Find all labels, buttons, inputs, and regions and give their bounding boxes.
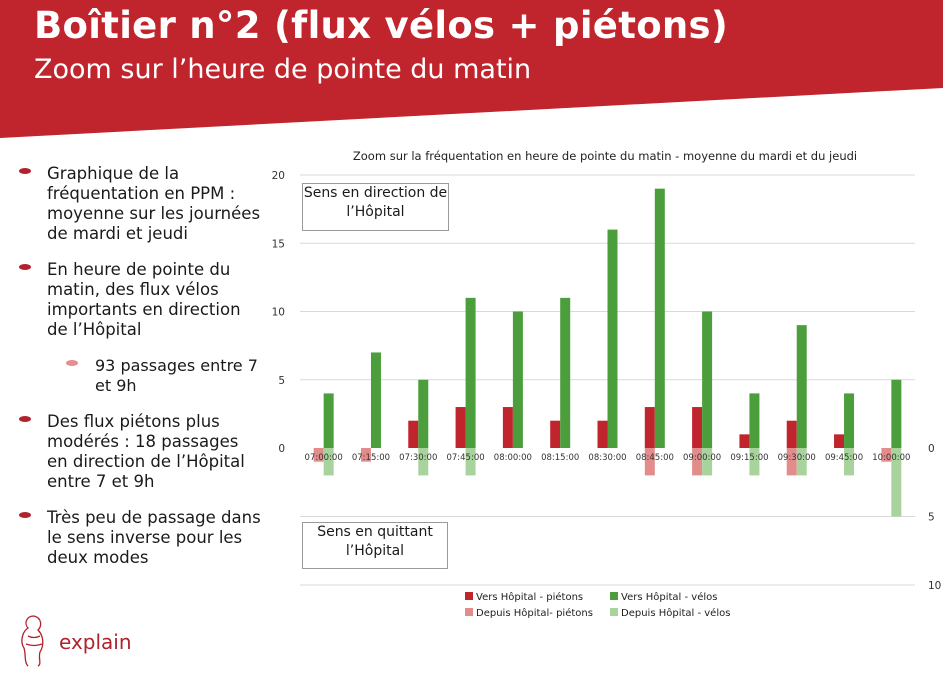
bullet-item <box>14 260 264 340</box>
x-tick-label: 09:45:00 <box>824 453 864 463</box>
explain-logo <box>14 612 132 668</box>
x-tick-label: 08:15:00 <box>541 453 580 463</box>
bar <box>844 393 854 448</box>
bullet-text: En heure de pointe du matin, des flux vélos importants en direction de l’Hôpital <box>47 260 241 339</box>
x-tick-label: 07:15:00 <box>351 453 391 463</box>
y-tick-label-left: 15 <box>271 238 285 251</box>
bar <box>655 189 665 448</box>
x-tick-label: 07:30:00 <box>399 453 438 463</box>
x-tick-label: 09:30:00 <box>777 453 816 463</box>
bullet-item <box>14 164 264 244</box>
x-tick-label: 09:00:00 <box>683 453 722 463</box>
legend-swatch <box>610 608 618 616</box>
x-tick-label: 08:30:00 <box>588 453 627 463</box>
bullet-text: Des flux piétons plus modérés : 18 passages en direction de l’Hôpital entre 7 et 9h <box>47 412 245 491</box>
bar <box>598 421 608 448</box>
annotation-from-hospital-text: Sens en quittant l’Hôpital <box>317 524 433 559</box>
bullet-dot-icon <box>19 416 31 422</box>
bar <box>408 421 418 448</box>
legend-swatch <box>465 608 473 616</box>
y-tick-label-right: 0 <box>928 443 935 455</box>
bar <box>702 312 712 449</box>
bar <box>371 352 381 448</box>
legend-label: Depuis Hôpital - vélos <box>621 608 731 619</box>
bullet-dot-icon <box>19 168 31 174</box>
bullet-item <box>14 412 264 492</box>
bar <box>891 380 901 448</box>
y-tick-label-left: 5 <box>278 374 285 387</box>
x-tick-label: 09:15:00 <box>730 453 769 463</box>
y-tick-label-right: 5 <box>928 511 935 524</box>
bar <box>749 393 759 448</box>
y-tick-label-left: 0 <box>278 443 285 455</box>
bullet-dot-icon <box>19 512 31 518</box>
annotation-from-hospital <box>302 522 448 569</box>
bar <box>466 298 476 448</box>
page-subtitle: Zoom sur l’heure de pointe du matin <box>34 54 532 85</box>
annotation-to-hospital <box>302 183 449 231</box>
bar <box>560 298 570 448</box>
legend-swatch <box>610 592 618 600</box>
logo-figure-icon <box>14 612 54 668</box>
legend-label: Vers Hôpital - vélos <box>621 592 718 603</box>
legend-swatch <box>465 592 473 600</box>
x-tick-label: 10:00:00 <box>872 453 911 463</box>
bar <box>456 407 466 448</box>
bar <box>513 312 523 449</box>
x-tick-label: 08:45:00 <box>635 453 674 463</box>
page-title: Boîtier n°2 (flux vélos + piétons) <box>34 4 729 47</box>
annotation-to-hospital-text: Sens en direction de l’Hôpital <box>303 185 448 220</box>
bar <box>645 407 655 448</box>
bar <box>418 380 428 448</box>
legend-label: Vers Hôpital - piétons <box>476 592 584 603</box>
bar <box>797 325 807 448</box>
x-tick-label: 07:00:00 <box>304 453 343 463</box>
bar <box>739 434 749 448</box>
bullet-text: Graphique de la fréquentation en PPM : moyenne sur les journées de mardi et jeudi <box>47 164 261 243</box>
bullet-item <box>14 508 264 568</box>
bar <box>608 230 618 448</box>
bullet-text: Très peu de passage dans le sens inverse pour les deux modes <box>47 508 261 567</box>
bullet-text: 93 passages entre 7 et 9h <box>95 356 258 395</box>
bar <box>324 393 334 448</box>
y-tick-label-left: 20 <box>271 170 285 182</box>
logo-text: explain <box>59 630 132 654</box>
y-tick-label-right: 10 <box>928 580 942 592</box>
bullet-list <box>14 164 264 584</box>
x-tick-label: 08:00:00 <box>493 453 532 463</box>
sub-bullet-item <box>14 356 264 396</box>
bar <box>834 434 844 448</box>
bar <box>787 421 797 448</box>
y-tick-label-left: 10 <box>271 306 285 319</box>
bar <box>503 407 513 448</box>
legend-label: Depuis Hôpital- piétons <box>476 608 593 619</box>
bar <box>692 407 702 448</box>
bullet-dot-icon <box>19 264 31 270</box>
bar <box>550 421 560 448</box>
chart-title: Zoom sur la fréquentation en heure de pointe du matin - moyenne du mardi et du jeudi <box>352 149 858 163</box>
sub-bullet-dot-icon <box>66 360 78 366</box>
x-tick-label: 07:45:00 <box>446 453 485 463</box>
